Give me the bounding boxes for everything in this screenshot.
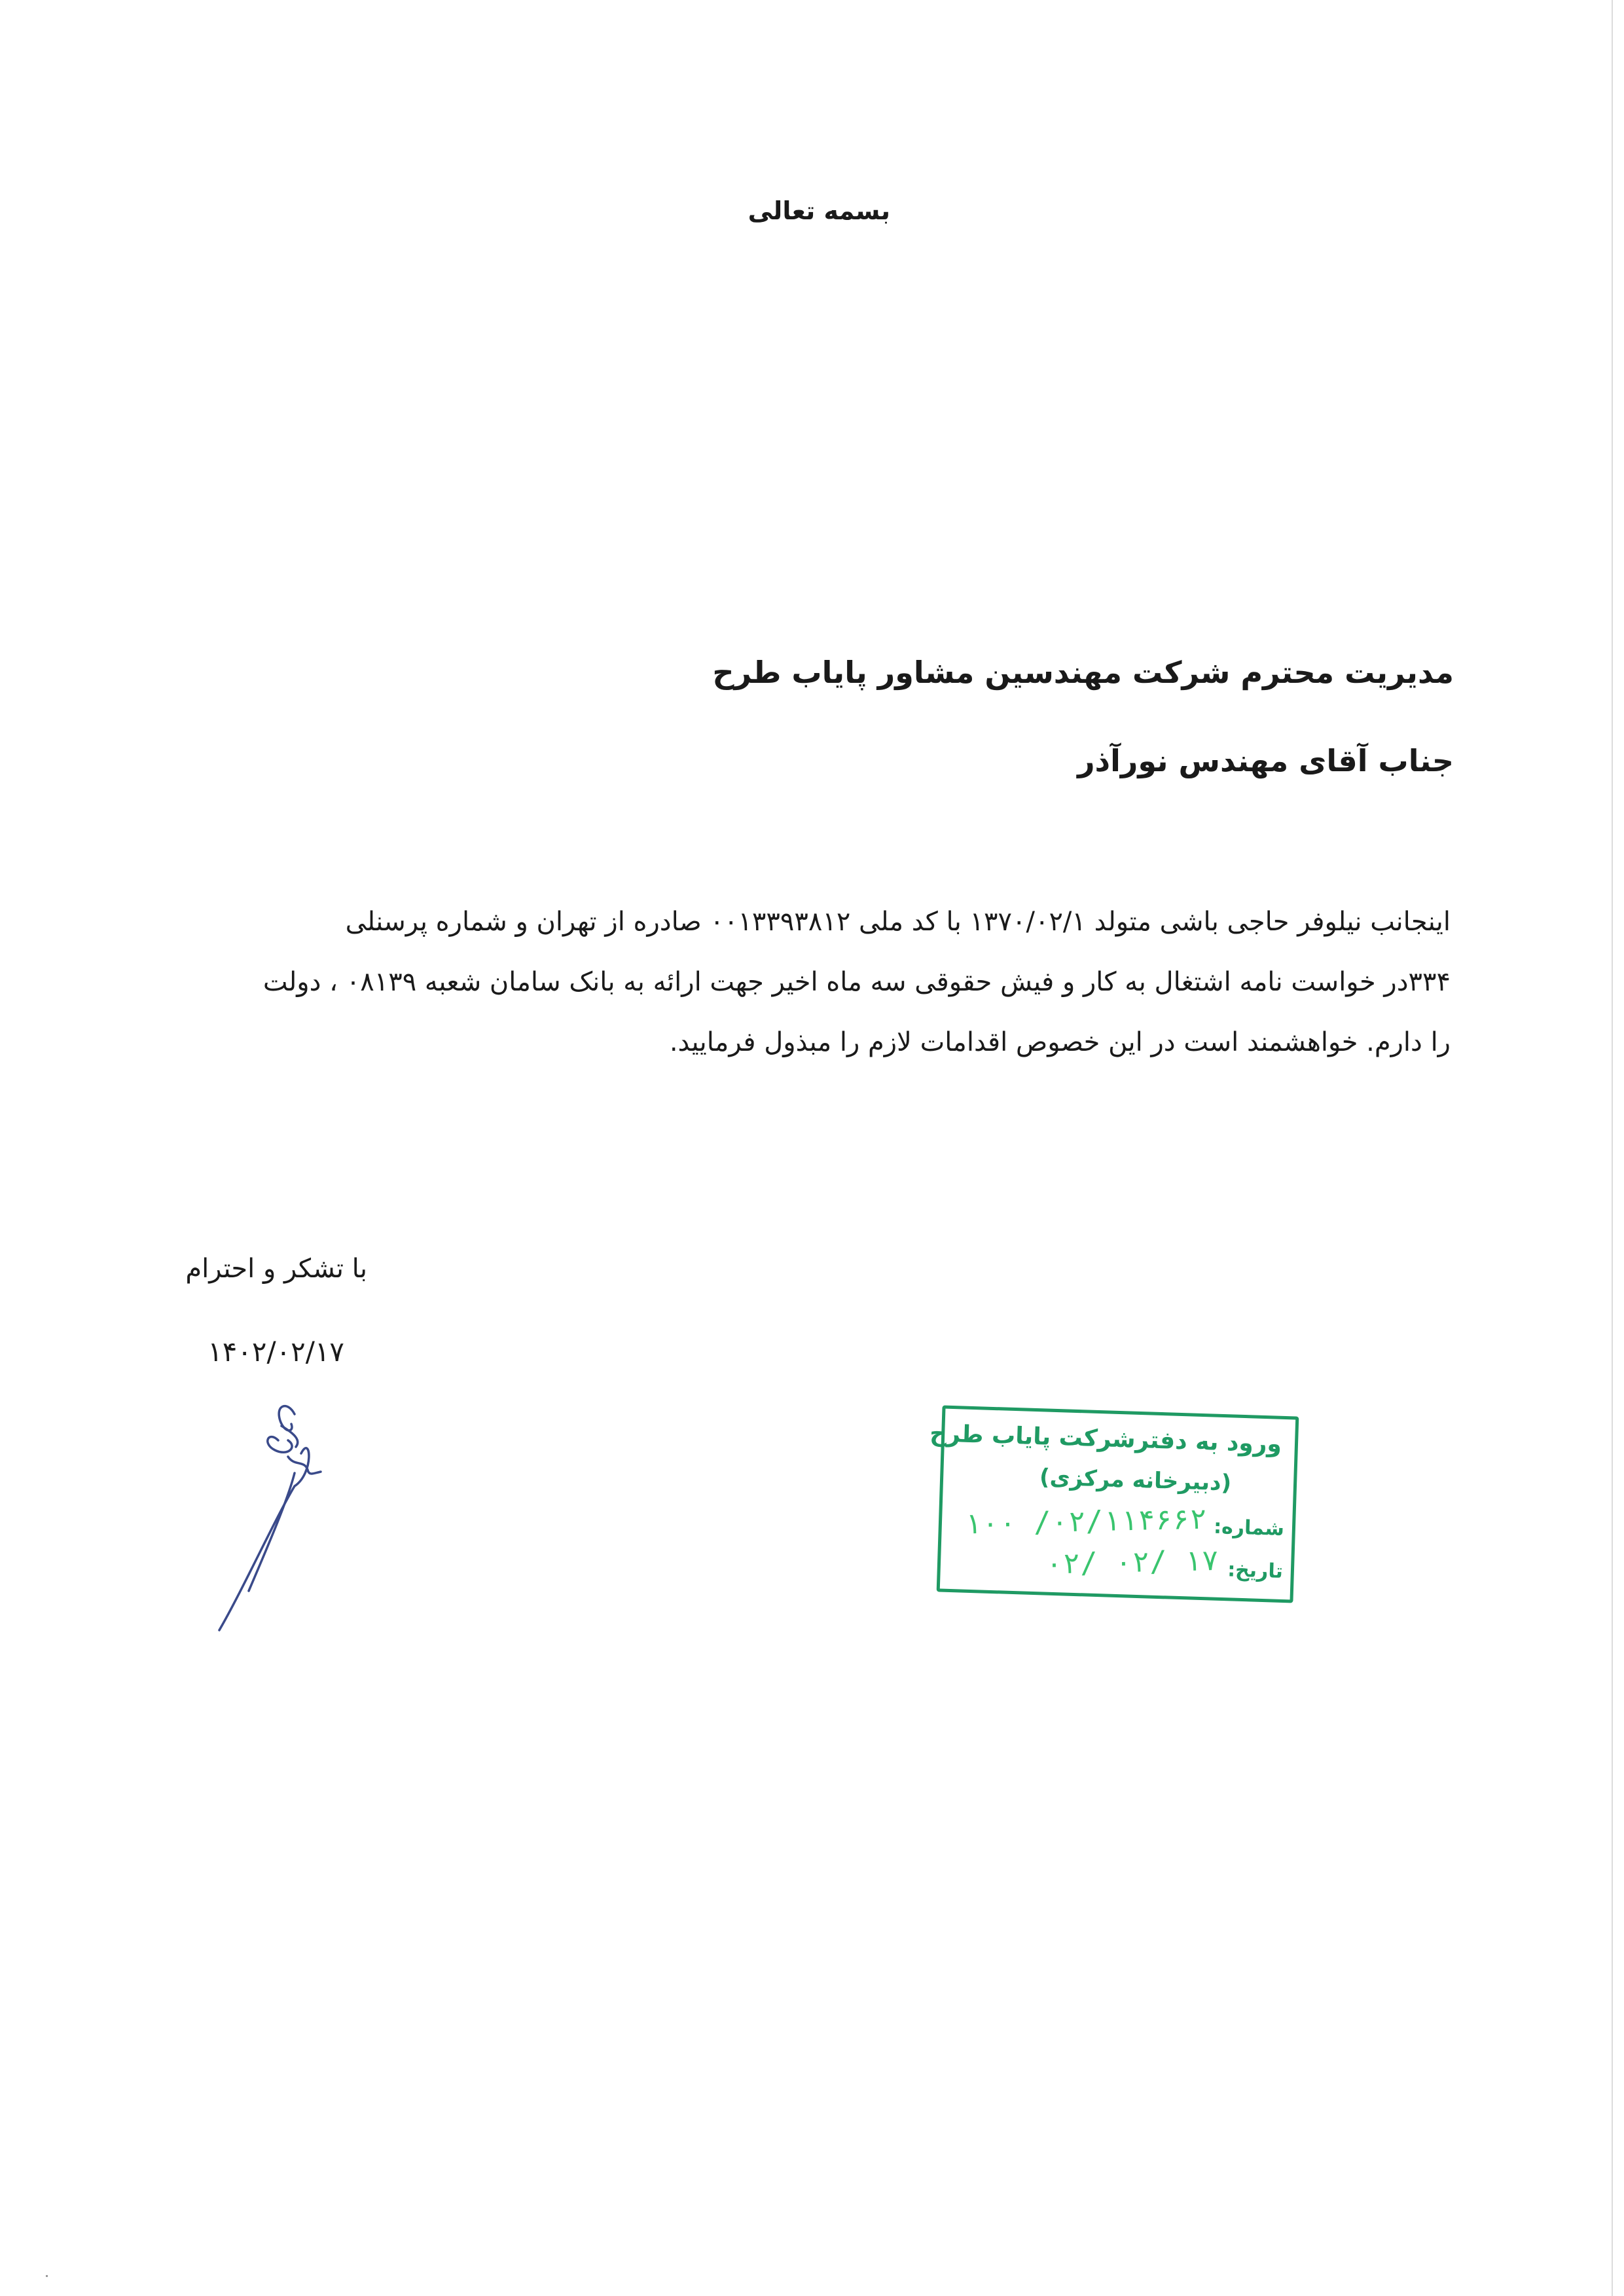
registration-stamp bbox=[929, 1406, 1299, 1603]
stamp-number-label: شماره: bbox=[1213, 1515, 1285, 1541]
stamp-date-label: تاریخ: bbox=[1227, 1558, 1284, 1583]
letter-date: ۱۴۰۲/۰۲/۱۷ bbox=[208, 1336, 344, 1368]
scan-edge-line bbox=[1612, 0, 1613, 2296]
body-line-3: را دارم. خواهشمند است در این خصوص اقدامات لازم را مبذول فرمایید. bbox=[669, 1027, 1451, 1057]
stamp-subtitle: (دبیرخانه مرکزی) bbox=[1039, 1464, 1232, 1497]
stamp-number-value: ۱۰۰ /۰۲/۱۱۴۶۶۲ bbox=[964, 1502, 1208, 1541]
basmala-heading: بسمه تعالی bbox=[748, 196, 890, 225]
scan-speck bbox=[46, 2275, 48, 2277]
closing-regards: با تشکر و احترام bbox=[185, 1254, 367, 1284]
recipient-person: جناب آقای مهندس نورآذر bbox=[1077, 743, 1454, 778]
stamp-date-value: ۰۲/ ۰۲/ ۱۷ bbox=[1045, 1543, 1219, 1581]
letter-body bbox=[148, 892, 1451, 1072]
body-line-2: ۳۳۴در خواست نامه اشتغال به کار و فیش حقوقی سه ماه اخیر جهت ارائه به بانک سامان شعبه ۰۸۱۳۹ ، دولت bbox=[262, 967, 1451, 997]
recipient-company: مدیریت محترم شرکت مهندسین مشاور پایاب طرح bbox=[712, 655, 1454, 690]
signature-icon bbox=[196, 1394, 367, 1643]
body-line-1: اینجانب نیلوفر حاجی باشی متولد ۱۳۷۰/۰۲/۱ با کد ملی ۰۰۱۳۳۹۳۸۱۲ صادره از تهران و شماره پرسنلی bbox=[345, 907, 1451, 937]
stamp-title: ورود به دفترشرکت پایاب طرح bbox=[929, 1419, 1282, 1458]
